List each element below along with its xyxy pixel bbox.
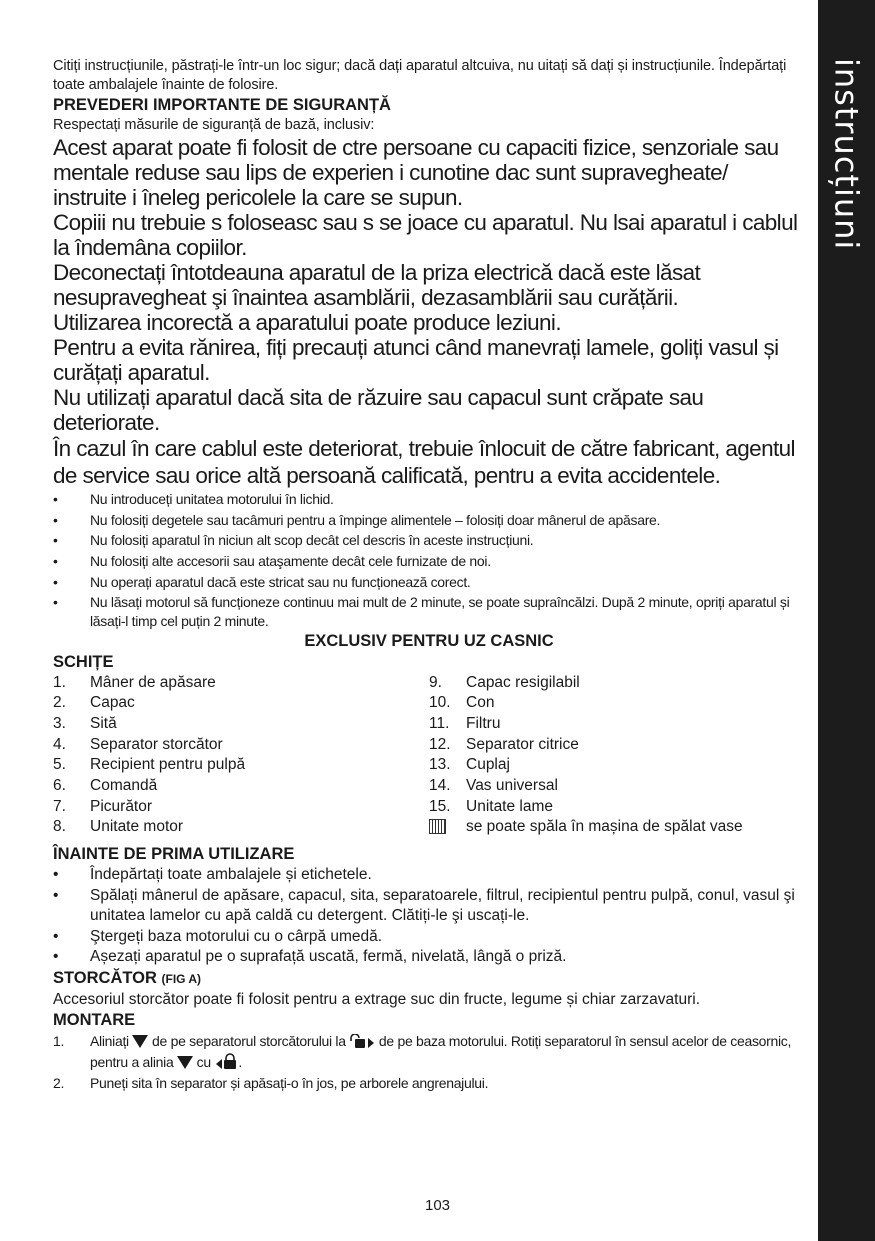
first-use-bullet-list	[53, 865, 805, 968]
part-number: 10.	[429, 694, 451, 712]
list-item	[429, 776, 805, 797]
list-item	[429, 714, 805, 735]
parts-column-left	[53, 673, 429, 840]
list-item	[53, 673, 429, 694]
dishwasher-icon-cell	[429, 817, 466, 839]
triangle-down-icon	[177, 1056, 193, 1069]
safety-paragraph: În cazul în care cablul este deteriorat, trebuie înlocuit de către fabricant, agentul de service sau orice altă persoană calificată, pentru a evita accidentele.	[53, 436, 795, 488]
step-text: Aliniați	[90, 1033, 129, 1050]
part-label: Comandă	[90, 777, 158, 795]
list-item	[53, 797, 429, 818]
part-label: Separator citrice	[466, 735, 579, 753]
juicer-title: STORCĂTOR	[53, 968, 157, 987]
part-label: Cuplaj	[466, 756, 510, 774]
list-item	[53, 735, 429, 756]
list-item	[53, 1073, 805, 1094]
safety-paragraph: Deconectați întotdeauna aparatul de la priza electrică dacă este lăsat nesupravegheat şi înaintea asamblării, dezasamblării sau curățării.	[53, 260, 701, 310]
step-text: Puneți sita în separator și apăsați-o în jos, pe arborele angrenajului.	[90, 1074, 489, 1091]
unlock-icon	[349, 1034, 375, 1048]
part-number: 1.	[53, 673, 66, 691]
safety-bullet-list	[53, 489, 805, 631]
part-label: Separator storcător	[90, 735, 223, 753]
part-label: Picurător	[90, 797, 153, 815]
safety-paragraph: Utilizarea incorectă a aparatului poate produce leziuni.	[53, 310, 561, 335]
dishwasher-label: se poate spăla în mașina de spălat vase	[466, 818, 743, 836]
list-item	[53, 693, 429, 714]
list-item	[53, 817, 429, 838]
list-item	[429, 797, 805, 818]
safety-paragraph: Copiii nu trebuie s foloseasc sau s se joace cu aparatul. Nu lsai aparatul i cablul la îndemâna copiilor.	[53, 210, 798, 260]
part-number: 12.	[429, 735, 451, 753]
list-item: • Nu operați aparatul dacă este stricat sau nu funcționează corect.	[53, 572, 805, 593]
part-number: 2.	[53, 694, 66, 712]
part-label: Capac	[90, 694, 135, 712]
part-label: Vas universal	[466, 777, 558, 795]
list-item: • Nu folosiți alte accesorii sau ataşamente decât cele furnizate de noi.	[53, 551, 805, 572]
part-label: Capac resigilabil	[466, 673, 580, 691]
lock-icon	[214, 1053, 238, 1069]
list-item	[429, 755, 805, 776]
part-label: Sită	[90, 714, 117, 732]
list-item: • Nu lăsați motorul să funcționeze continuu mai mult de 2 minute, se poate supraîncălzi. După 2 minute, opriți aparatul și lăsați-l timp cel puțin 2 minute.	[53, 593, 805, 631]
safety-paragraph: Nu utilizați aparatul dacă sita de răzuire sau capacul sunt crăpate sau deteriorate.	[53, 385, 704, 435]
part-number: 4.	[53, 735, 66, 753]
safety-paragraph: Pentru a evita rănirea, fiți precauți atunci când manevrați lamele, goliți vasul și curățați aparatul.	[53, 335, 779, 385]
section-sidebar	[818, 0, 875, 1241]
household-notice: EXCLUSIV PENTRU UZ CASNIC	[304, 631, 554, 650]
part-label: Mâner de apăsare	[90, 673, 216, 691]
part-number: 15.	[429, 797, 451, 815]
list-item: • Spălați mânerul de apăsare, capacul, sita, separatoarele, filtrul, recipientul pentru pulpă, conul, vasul şi unitatea lamelor cu apă caldă cu detergent. Clătiți-le şi uscați-le.	[53, 886, 805, 927]
list-item: • Ştergeți baza motorului cu o cârpă umedă.	[53, 927, 805, 948]
step-text: de pe separatorul storcătorului la	[152, 1033, 346, 1050]
part-label: Filtru	[466, 714, 501, 732]
part-label: Unitate motor	[90, 818, 184, 836]
document-body	[53, 57, 805, 1093]
list-item	[429, 673, 805, 694]
part-number: 6.	[53, 777, 66, 795]
step-number: 2.	[53, 1074, 65, 1091]
page-number: 103	[424, 1197, 451, 1214]
safety-paragraphs	[53, 135, 805, 489]
part-number: 5.	[53, 756, 66, 774]
list-item	[53, 755, 429, 776]
assembly-heading: MONTARE	[53, 1011, 136, 1030]
safety-paragraph: Acest aparat poate fi folosit de ctre persoane cu capaciti fizice, senzoriale sau mentale reduse sau lips de experien i cunotine dac sunt supravegheate/ instruite i îneleg pericolele la care se supun.	[53, 135, 779, 210]
safety-heading: PREVEDERI IMPORTANTE DE SIGURANȚĂ	[53, 96, 391, 114]
juicer-fig-ref: (FIG A)	[161, 971, 202, 986]
part-number: 14.	[429, 777, 451, 795]
part-number: 7.	[53, 797, 66, 815]
step-text: cu	[196, 1053, 211, 1070]
step-number: 1.	[53, 1033, 65, 1050]
list-item	[53, 776, 429, 797]
intro-text: Citiți instrucțiunile, păstrați-le într-un loc sigur; dacă dați aparatul altcuiva, nu uitați să dați și instrucțiunile. Îndepărtați toate ambalajele înainte de folosire.	[53, 58, 787, 93]
part-number: 11.	[429, 714, 450, 732]
step-text: .	[238, 1053, 243, 1070]
part-number: 3.	[53, 714, 66, 732]
juicer-heading	[53, 968, 805, 990]
list-item: • Nu introduceți unitatea motorului în lichid.	[53, 489, 805, 510]
part-label: Con	[466, 694, 495, 712]
dishwasher-icon	[429, 819, 446, 834]
juicer-text: Accesoriul storcător poate fi folosit pentru a extrage suc din fructe, legume și chiar zarzavaturi.	[53, 990, 700, 1008]
assembly-steps	[53, 1031, 805, 1093]
part-number: 13.	[429, 756, 451, 774]
part-label: Unitate lame	[466, 797, 554, 815]
safety-subtitle: Respectați măsurile de siguranță de bază, inclusiv:	[53, 117, 375, 133]
list-item: • Nu folosiți degetele sau tacâmuri pentru a împinge alimentele – folosiți doar mânerul de apăsare.	[53, 510, 805, 531]
list-item	[53, 1031, 805, 1072]
parts-list	[53, 673, 805, 840]
list-item: • Nu folosiți aparatul în niciun alt scop decât cel descris în aceste instrucțiuni.	[53, 530, 805, 551]
list-item	[53, 714, 429, 735]
part-number: 8.	[53, 818, 66, 836]
first-use-heading: ÎNAINTE DE PRIMA UTILIZARE	[53, 845, 295, 864]
parts-heading: SCHIȚE	[53, 652, 114, 671]
list-item: • Așezați aparatul pe o suprafață uscată, fermă, nivelată, lângă o priză.	[53, 947, 805, 968]
triangle-down-icon	[132, 1035, 148, 1048]
list-item	[429, 817, 805, 839]
list-item	[429, 735, 805, 756]
part-label: Recipient pentru pulpă	[90, 756, 246, 774]
list-item: • Îndepărtați toate ambalajele și etichetele.	[53, 865, 805, 886]
part-number: 9.	[429, 673, 442, 691]
list-item	[429, 693, 805, 714]
step-text: de pe baza motorului. Rotiți separatorul în sensul acelor de ceasornic, pentru a alinia	[90, 1033, 792, 1070]
parts-column-right	[429, 673, 805, 840]
sidebar-label: instrucțiuni	[827, 58, 866, 251]
